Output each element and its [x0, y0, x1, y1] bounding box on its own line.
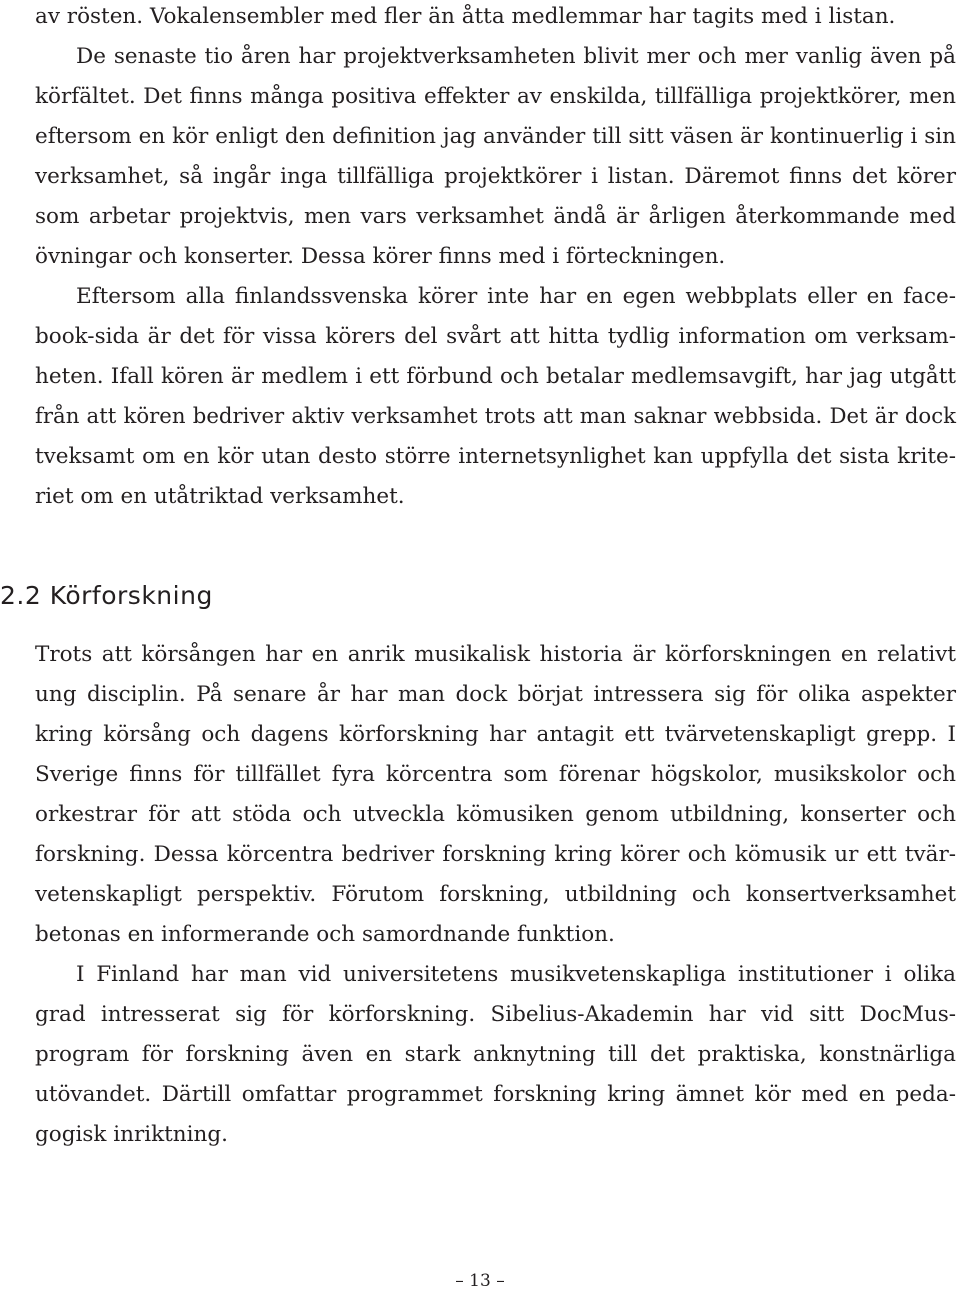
text-line: heten. Ifall kören är medlem i ett förbund och betalar medlemsavgift, har jag utgått [35, 364, 956, 389]
text-line: Trots att körsången har en anrik musikalisk historia är körforskningen en relativt [35, 642, 956, 667]
text-line: körfältet. Det finns många positiva effekter av enskilda, tillfälliga projektkörer, men [35, 84, 956, 109]
text-line: riet om en utåtriktad verksamhet. [35, 484, 405, 509]
text-line: Sverige finns för tillfället fyra körcentra som förenar högskolor, musikskolor och [35, 762, 956, 787]
text-line: vetenskapligt perspektiv. Förutom forskning, utbildning och konsertverksamhet [35, 882, 956, 907]
text-line: ung disciplin. På senare år har man dock börjat intressera sig för olika aspekter [35, 682, 956, 707]
text-line: gogisk inriktning. [35, 1122, 228, 1147]
text-line: eftersom en kör enligt den definition jag använder till sitt väsen är kontinuerlig i sin [35, 124, 956, 149]
text-line: övningar och konserter. Dessa körer finns med i förteckningen. [35, 244, 726, 269]
text-line: grad intresserat sig för körforskning. Sibelius-Akademin har vid sitt DocMus- [35, 1002, 956, 1027]
text-line: betonas en informerande och samordnande funktion. [35, 922, 615, 947]
text-line: verksamhet, så ingår inga tillfälliga projektkörer i listan. Däremot finns det körer [35, 164, 956, 189]
page-number: – 13 – [455, 1271, 505, 1291]
text-line: program för forskning även en stark anknytning till det praktiska, konstnärliga [35, 1042, 956, 1067]
text-line: kring körsång och dagens körforskning har antagit ett tvärvetenskapligt grepp. I [35, 722, 956, 747]
text-line: orkestrar för att stöda och utveckla kömusiken genom utbildning, konserter och [35, 802, 956, 827]
text-line: som arbetar projektvis, men vars verksamhet ändå är årligen återkommande med [35, 204, 956, 229]
text-line: utövandet. Därtill omfattar programmet forskning kring ämnet kör med en peda- [35, 1082, 956, 1107]
text-line: Eftersom alla finlandssvenska körer inte har en egen webbplats eller en face- [76, 284, 956, 309]
text-line: De senaste tio åren har projektverksamheten blivit mer och mer vanlig även på [76, 44, 956, 69]
text-line: book-sida är det för vissa körers del svårt att hitta tydlig information om verksam- [35, 324, 956, 349]
text-line: forskning. Dessa körcentra bedriver forskning kring körer och kömusik ur ett tvär- [35, 842, 956, 867]
text-line: I Finland har man vid universitetens musikvetenskapliga institutioner i olika [76, 962, 956, 987]
text-line: från att kören bedriver aktiv verksamhet trots att man saknar webbsida. Det är dock [35, 404, 956, 429]
text-line: av rösten. Vokalensembler med fler än åtta medlemmar har tagits med i listan. [35, 4, 896, 29]
text-line: tveksamt om en kör utan desto större internetsynlighet kan uppfylla det sista krite- [35, 444, 956, 469]
section-heading: 2.2 Körforskning [0, 581, 213, 610]
